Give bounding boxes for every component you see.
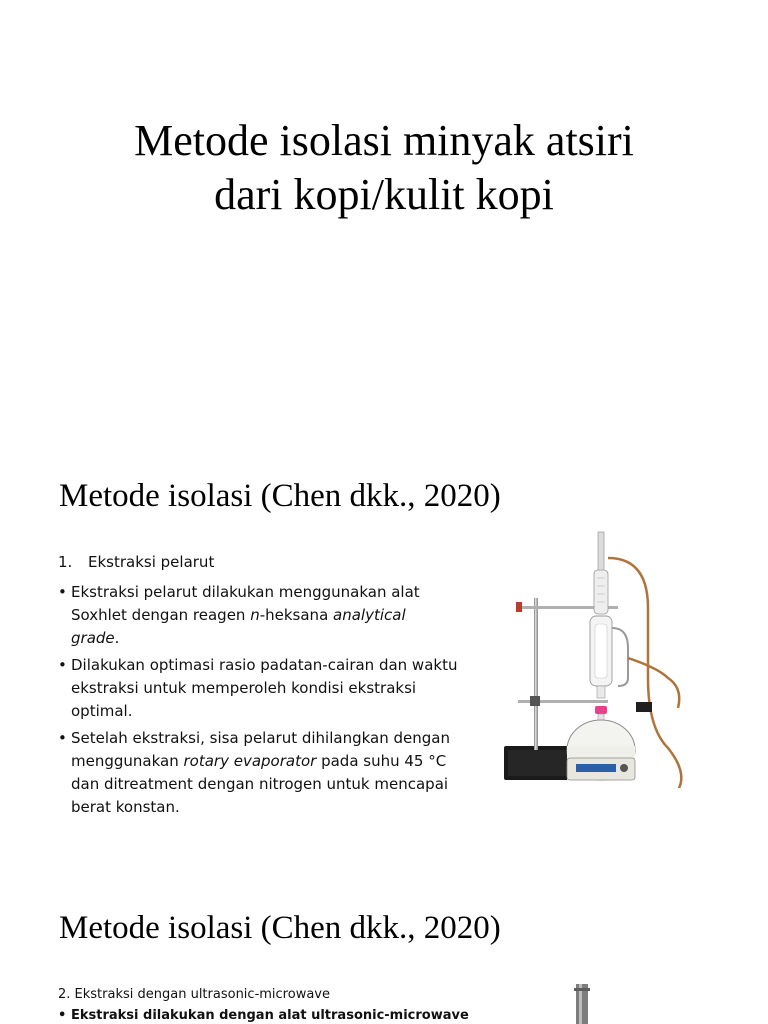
bullet-dot: • xyxy=(58,583,67,601)
bullet-dot: • xyxy=(58,1008,67,1023)
ultrasonic-probe-image xyxy=(570,984,594,1024)
subheading: 2. Ekstraksi dengan ultrasonic-microwave xyxy=(58,987,330,1002)
bullet-item xyxy=(58,727,458,819)
title-line-1: Metode isolasi minyak atsiri xyxy=(134,116,634,165)
bullet-dot: • xyxy=(58,729,67,747)
slide-3 xyxy=(0,864,768,1024)
title-line-2: dari kopi/kulit kopi xyxy=(214,170,554,219)
bullet-text: Setelah ekstraksi, sisa pelarut dihilangkan dengan menggunakan rotary evaporator pada suhu 45 °C dan ditreatment dengan nitrogen untuk mencapai berat konstan. xyxy=(71,729,450,816)
slide-2 xyxy=(0,432,768,864)
item-text: Ekstraksi pelarut xyxy=(88,553,215,571)
item-number: 1. xyxy=(58,553,73,571)
bullet-item xyxy=(58,581,458,650)
soxhlet-apparatus-image xyxy=(498,528,698,788)
bullet-item xyxy=(58,1005,478,1024)
numbered-item xyxy=(58,551,458,574)
bullet-dot: • xyxy=(58,656,67,674)
slide-content xyxy=(58,551,458,823)
presentation-title xyxy=(40,114,728,222)
slide-heading: Metode isolasi (Chen dkk., 2020) xyxy=(59,478,501,514)
slide-content xyxy=(58,984,478,1024)
slide-1 xyxy=(0,0,768,432)
bullet-text: Dilakukan optimasi rasio padatan-cairan dan waktu ekstraksi untuk memperoleh kondisi ekstraksi optimal. xyxy=(71,656,458,720)
bullet-text: Ekstraksi dilakukan dengan alat ultrasonic-microwave xyxy=(71,1008,469,1023)
bullet-text: Ekstraksi pelarut dilakukan menggunakan alat Soxhlet dengan reagen n-heksana analytical grade. xyxy=(71,583,420,647)
bullet-item xyxy=(58,654,458,723)
slide-heading: Metode isolasi (Chen dkk., 2020) xyxy=(59,910,501,946)
